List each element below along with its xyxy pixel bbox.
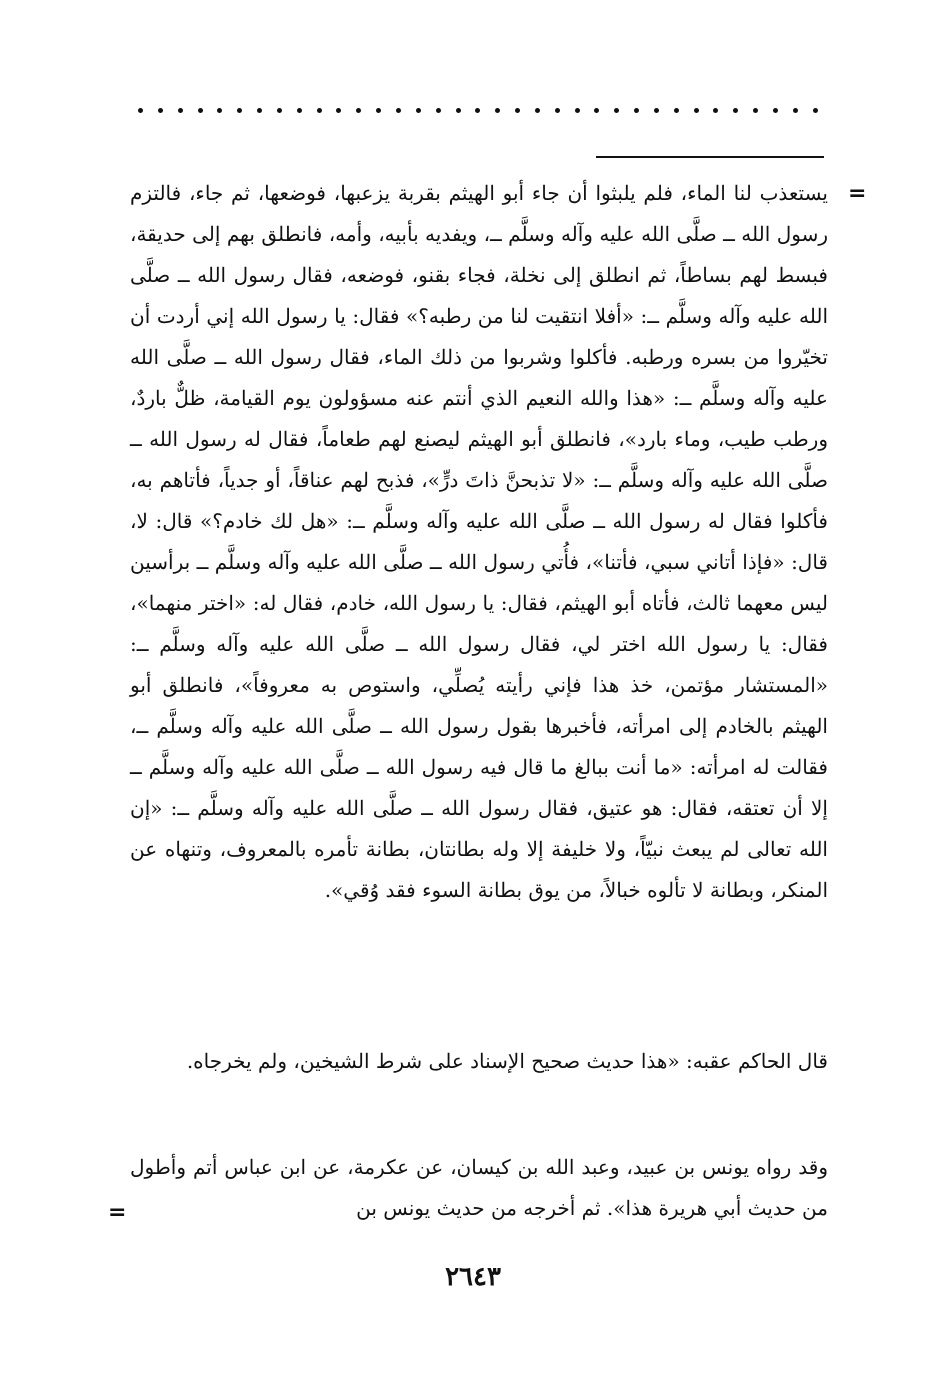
continuation-mark-top: = (848, 181, 867, 206)
separator-dot (178, 108, 183, 113)
separator-dot (813, 108, 818, 113)
separator-dot (297, 108, 302, 113)
separator-dot (515, 108, 520, 113)
separator-dot (416, 108, 421, 113)
continuation-mark-bottom: = (108, 1200, 127, 1225)
separator-dot (654, 108, 659, 113)
separator-dot (396, 108, 401, 113)
separator-dot (336, 108, 341, 113)
separator-dot (634, 108, 639, 113)
separator-dot (555, 108, 560, 113)
separator-dot (138, 108, 143, 113)
separator-dot (535, 108, 540, 113)
separator-dot (674, 108, 679, 113)
separator-dot (575, 108, 580, 113)
separator-dot (436, 108, 441, 113)
separator-dot (614, 108, 619, 113)
separator-dot (793, 108, 798, 113)
separator-dot (713, 108, 718, 113)
separator-dot (158, 108, 163, 113)
separator-dot (277, 108, 282, 113)
separator-dot (376, 108, 381, 113)
separator-dot (773, 108, 778, 113)
separator-dot (257, 108, 262, 113)
hadith-paragraph: يستعذب لنا الماء، فلم يلبثوا أن جاء أبو الهيثم بقربة يزعبها، فوضعها، ثم جاء، فالتزم رسول الله ــ صلَّى الله عليه وآله وسلَّم ــ، ويفديه بأبيه، وأمه، فانطلق بهم إلى حديقة، فبسط لهم بساطاً، ثم انطلق إلى نخلة، فجاء بقنو، فوضعه، فقال رسول الله ــ صلَّى الله عليه وآله وسلَّم ــ: «أفلا انتقيت لنا من رطبه؟» فقال: يا رسول الله إني أردت أن تخيّروا من بسره ورطبه. فأكلوا وشربوا من ذلك الماء، فقال رسول الله ــ صلَّى الله عليه وآله وسلَّم ــ: «هذا والله النعيم الذي أنتم عنه مسؤولون يوم القيامة، ظلٌّ باردٌ، ورطب طيب، وماء بارد»، فانطلق أبو الهيثم ليصنع لهم طعاماً، فقال له رسول الله ــ صلَّى الله عليه وآله وسلَّم ــ: «لا تذبحنَّ ذاتَ درٍّ»، فذبح لهم عناقاً، أو جدياً، فأتاهم به، فأكلوا فقال له رسول الله ــ صلَّى الله عليه وآله وسلَّم ــ: «هل لك خادم؟» قال: لا، قال: «فإذا أتاني سبي، فأتنا»، فأُتي رسول الله ــ صلَّى الله عليه وآله وسلَّم ــ برأسين ليس معهما ثالث، فأتاه أبو الهيثم، فقال: يا رسول الله، خادم، فقال له: «اختر منهما»، فقال: يا رسول الله اختر لي، فقال رسول الله ــ صلَّى الله عليه وآله وسلَّم ــ: «المستشار مؤتمن، خذ هذا فإني رأيته يُصلِّي، واستوص به معروفاً»، فانطلق أبو الهيثم بالخادم إلى امرأته، فأخبرها بقول رسول الله ــ صلَّى الله عليه وآله وسلَّم ــ، فقالت له امرأته: «ما أنت ببالغ ما قال فيه رسول الله ــ صلَّى الله عليه وآله وسلَّم ــ إلا أن تعتقه، فقال: هو عتيق، فقال رسول الله ــ صلَّى الله عليه وآله وسلَّم ــ: «إن الله تعالى لم يبعث نبيّاً، ولا خليفة إلا وله بطانتان، بطانة تأمره بالمعروف، وتنهاه عن المنكر، وبطانة لا تألوه خبالاً، من يوق بطانة السوء فقد وُقي». (130, 181, 828, 902)
separator-dot (694, 108, 699, 113)
separator-dot (198, 108, 203, 113)
separator-dot (237, 108, 242, 113)
separator-dot (594, 108, 599, 113)
separator-dot (317, 108, 322, 113)
separator-dot (753, 108, 758, 113)
dotted-separator (138, 108, 818, 113)
separator-dot (495, 108, 500, 113)
separator-dot (475, 108, 480, 113)
separator-dot (733, 108, 738, 113)
separator-dot (217, 108, 222, 113)
footnote-rule (596, 156, 824, 158)
hakim-comment-paragraph: قال الحاكم عقبه: «هذا حديث صحيح الإسناد على شرط الشيخين، ولم يخرجاه. (186, 1049, 828, 1073)
separator-dot (456, 108, 461, 113)
page-number: ٢٦٤٣ (445, 1262, 501, 1292)
narration-paragraph: وقد رواه يونس بن عبيد، وعبد الله بن كيسان، عن عكرمة، عن ابن عباس أتم وأطول من حديث أبي هريرة هذا». ثم أخرجه من حديث يونس بن (130, 1155, 828, 1220)
separator-dot (356, 108, 361, 113)
